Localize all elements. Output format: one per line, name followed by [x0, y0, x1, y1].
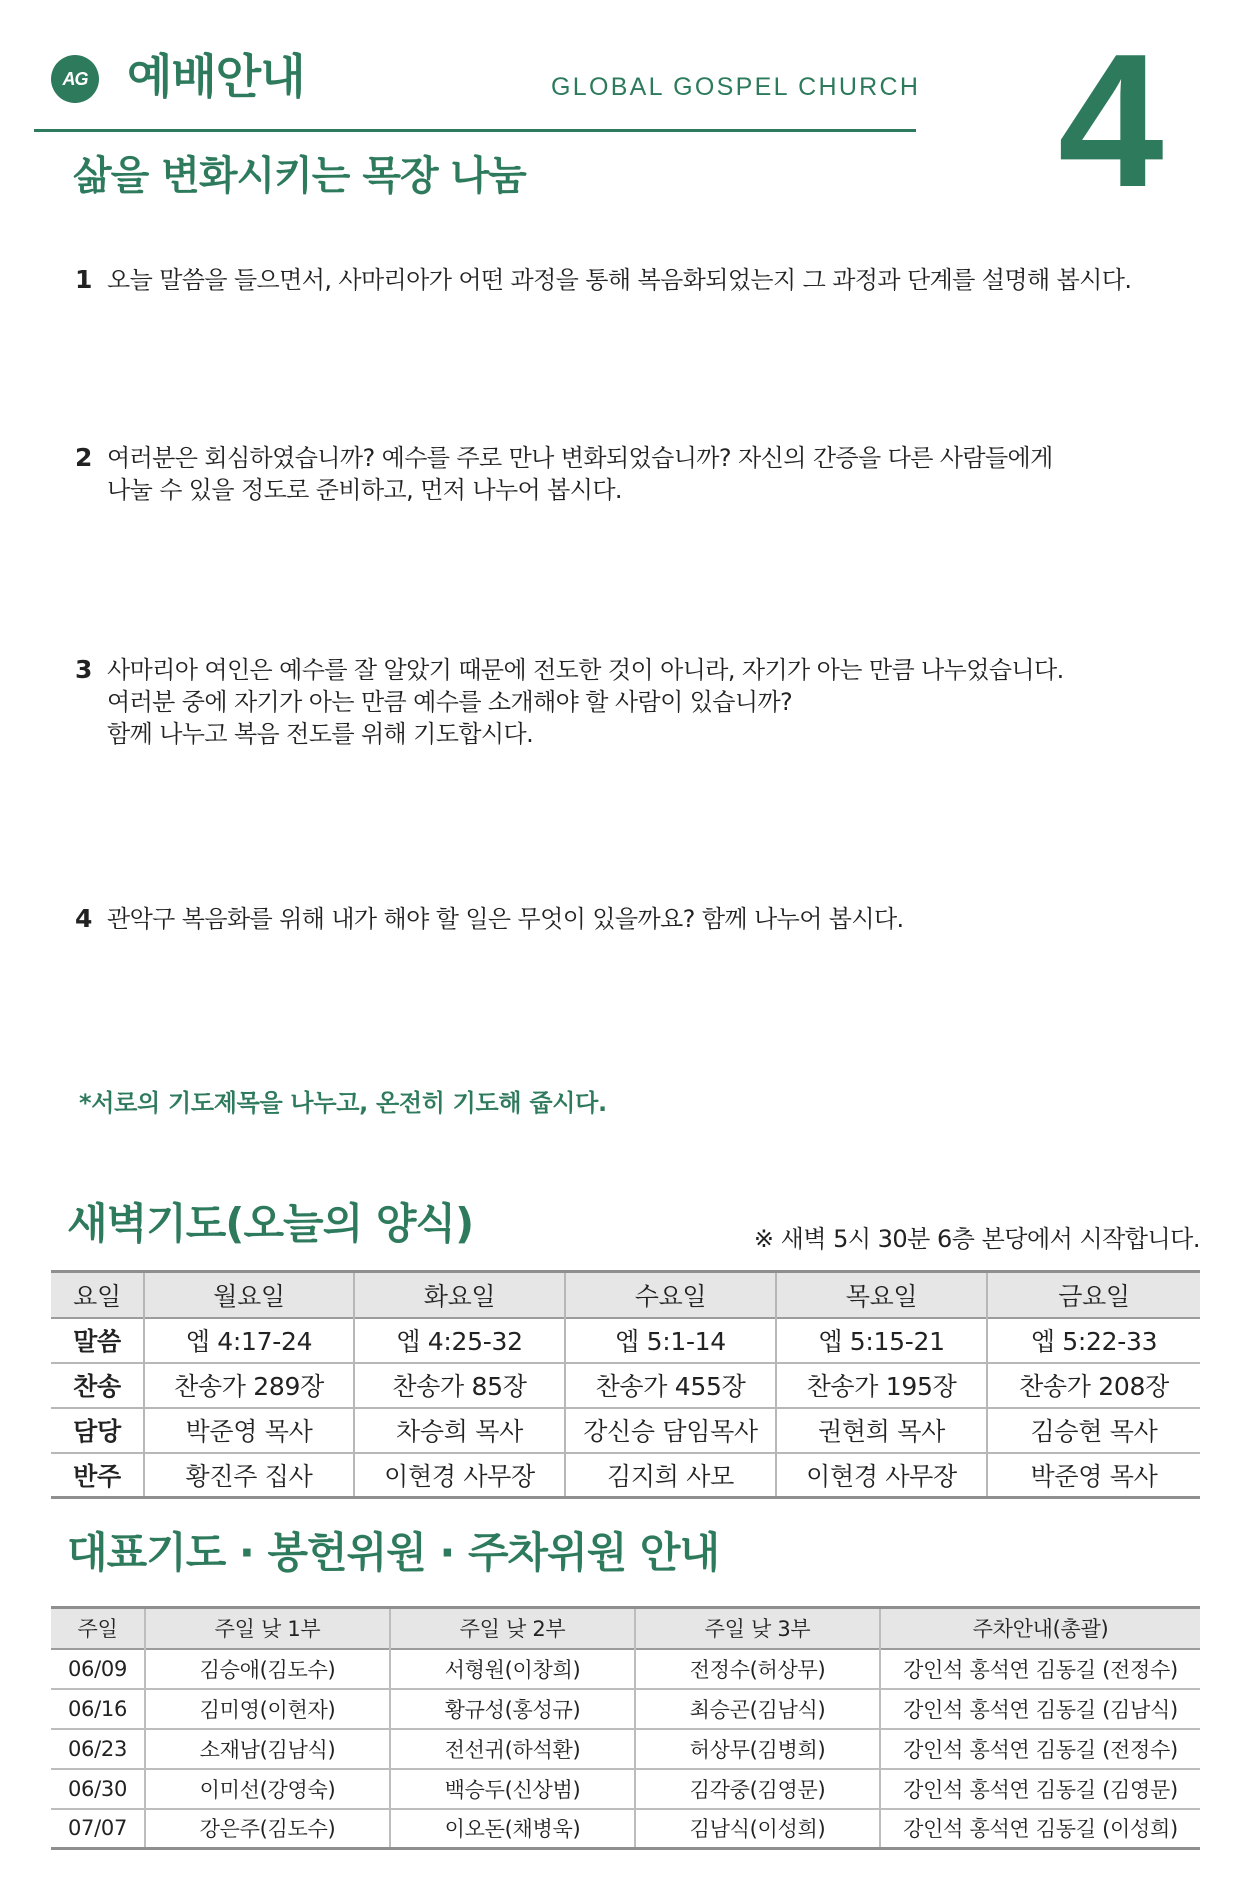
table-row [51, 1769, 1200, 1809]
question-line: 함께 나누고 복음 전도를 위해 기도합시다. [107, 720, 534, 748]
dawn-prayer-title: 새벽기도(오늘의 양식) [67, 1199, 474, 1248]
table-cell: 황규성(홍성규) [390, 1689, 635, 1729]
column-header: 화요일 [354, 1272, 565, 1318]
table-row [51, 1809, 1200, 1849]
table-cell: 강인석 홍석연 김동길 (이성희) [880, 1809, 1200, 1849]
question-line: 여러분은 회심하였습니까? 예수를 주로 만나 변화되었습니까? 자신의 간증을 다른 사람들에게 [107, 444, 1053, 472]
dawn-prayer-note: ※ 새벽 5시 30분 6층 본당에서 시작합니다. [753, 1225, 1200, 1253]
question-line: 오늘 말씀을 들으면서, 사마리아가 어떤 과정을 통해 복음화되었는지 그 과정과 단계를 설명해 봅시다. [107, 266, 1132, 294]
table-row [51, 1453, 1200, 1498]
table-cell: 강인석 홍석연 김동길 (전정수) [880, 1729, 1200, 1769]
table-cell: 박준영 목사 [144, 1408, 354, 1453]
table-header-row [51, 1608, 1200, 1649]
date-cell: 07/07 [51, 1809, 145, 1849]
table-cell: 전선귀(하석환) [390, 1729, 635, 1769]
table-cell: 엡 5:22-33 [987, 1318, 1200, 1363]
table-cell: 전정수(허상무) [635, 1649, 880, 1689]
table-cell: 찬송가 85장 [354, 1363, 565, 1408]
question-text [107, 264, 1200, 296]
table-cell: 찬송가 195장 [776, 1363, 987, 1408]
date-cell: 06/09 [51, 1649, 145, 1689]
question-item [75, 654, 1200, 750]
table-cell: 권현희 목사 [776, 1408, 987, 1453]
date-cell: 06/16 [51, 1689, 145, 1729]
question-line: 관악구 복음화를 위해 내가 해야 할 일은 무엇이 있을까요? 함께 나누어 봅시다. [107, 905, 904, 933]
table-cell: 김지희 사모 [565, 1453, 776, 1498]
table-header-row [51, 1272, 1200, 1318]
column-header: 주일 낮 2부 [390, 1608, 635, 1649]
table-cell: 백승두(신상범) [390, 1769, 635, 1809]
column-header: 주일 낮 1부 [145, 1608, 390, 1649]
date-cell: 06/23 [51, 1729, 145, 1769]
table-row [51, 1318, 1200, 1363]
page-number: 4 [1058, 15, 1164, 227]
column-header: 주차안내(총괄) [880, 1608, 1200, 1649]
question-item [75, 442, 1200, 506]
column-header: 월요일 [144, 1272, 354, 1318]
table-cell: 차승희 목사 [354, 1408, 565, 1453]
table-cell: 강인석 홍석연 김동길 (김영문) [880, 1769, 1200, 1809]
table-cell: 최승곤(김남식) [635, 1689, 880, 1729]
table-cell: 강인석 홍석연 김동길 (전정수) [880, 1649, 1200, 1689]
table-cell: 소재남(김남식) [145, 1729, 390, 1769]
question-line: 나눌 수 있을 정도로 준비하고, 먼저 나누어 봅시다. [107, 476, 622, 504]
table-cell: 찬송가 289장 [144, 1363, 354, 1408]
table-cell: 허상무(김병희) [635, 1729, 880, 1769]
header-divider [34, 129, 916, 132]
table-cell: 김승현 목사 [987, 1408, 1200, 1453]
question-item [75, 264, 1200, 296]
table-cell: 박준영 목사 [987, 1453, 1200, 1498]
table-cell: 황진주 집사 [144, 1453, 354, 1498]
column-header: 주일 낮 3부 [635, 1608, 880, 1649]
committee-title: 대표기도 · 봉헌위원 · 주차위원 안내 [67, 1528, 720, 1577]
question-item [75, 903, 1200, 935]
row-label: 담당 [51, 1408, 144, 1453]
table-cell: 이현경 사무장 [776, 1453, 987, 1498]
table-row [51, 1408, 1200, 1453]
column-header: 주일 [51, 1608, 145, 1649]
column-header: 요일 [51, 1272, 144, 1318]
table-cell: 찬송가 455장 [565, 1363, 776, 1408]
row-label: 반주 [51, 1453, 144, 1498]
table-cell: 엡 4:25-32 [354, 1318, 565, 1363]
question-text [107, 442, 1200, 506]
dawn-prayer-table [51, 1270, 1200, 1499]
question-number: 1 [75, 265, 93, 294]
committee-table [51, 1606, 1200, 1850]
row-label: 말씀 [51, 1318, 144, 1363]
prayer-note: *서로의 기도제목을 나누고, 온전히 기도해 줍시다. [79, 1089, 607, 1117]
question-number: 3 [75, 655, 93, 684]
page-title: 예배안내 [127, 50, 305, 105]
question-number: 2 [75, 443, 93, 472]
date-cell: 06/30 [51, 1769, 145, 1809]
table-cell: 이미선(강영숙) [145, 1769, 390, 1809]
row-label: 찬송 [51, 1363, 144, 1408]
question-text [107, 654, 1200, 750]
column-header: 목요일 [776, 1272, 987, 1318]
table-row [51, 1689, 1200, 1729]
church-name: GLOBAL GOSPEL CHURCH [551, 73, 921, 101]
question-line: 여러분 중에 자기가 아는 만큼 예수를 소개해야 할 사람이 있습니까? [107, 688, 793, 716]
table-cell: 이오돈(채병욱) [390, 1809, 635, 1849]
table-cell: 찬송가 208장 [987, 1363, 1200, 1408]
church-logo [51, 55, 99, 103]
table-row [51, 1729, 1200, 1769]
table-row [51, 1363, 1200, 1408]
logo-text: AG [62, 68, 88, 89]
table-cell: 엡 4:17-24 [144, 1318, 354, 1363]
table-cell: 이현경 사무장 [354, 1453, 565, 1498]
table-cell: 김미영(이현자) [145, 1689, 390, 1729]
table-cell: 김남식(이성희) [635, 1809, 880, 1849]
table-cell: 강인석 홍석연 김동길 (김남식) [880, 1689, 1200, 1729]
column-header: 수요일 [565, 1272, 776, 1318]
table-cell: 김승애(김도수) [145, 1649, 390, 1689]
table-cell: 김각중(김영문) [635, 1769, 880, 1809]
question-number: 4 [75, 904, 93, 933]
table-cell: 엡 5:1-14 [565, 1318, 776, 1363]
column-header: 금요일 [987, 1272, 1200, 1318]
table-row [51, 1649, 1200, 1689]
sharing-title: 삶을 변화시키는 목장 나눔 [73, 153, 526, 199]
table-cell: 서형원(이창희) [390, 1649, 635, 1689]
table-cell: 엡 5:15-21 [776, 1318, 987, 1363]
table-cell: 강은주(김도수) [145, 1809, 390, 1849]
question-text [107, 903, 1200, 935]
question-line: 사마리아 여인은 예수를 잘 알았기 때문에 전도한 것이 아니라, 자기가 아는 만큼 나누었습니다. [107, 656, 1064, 684]
table-cell: 강신승 담임목사 [565, 1408, 776, 1453]
